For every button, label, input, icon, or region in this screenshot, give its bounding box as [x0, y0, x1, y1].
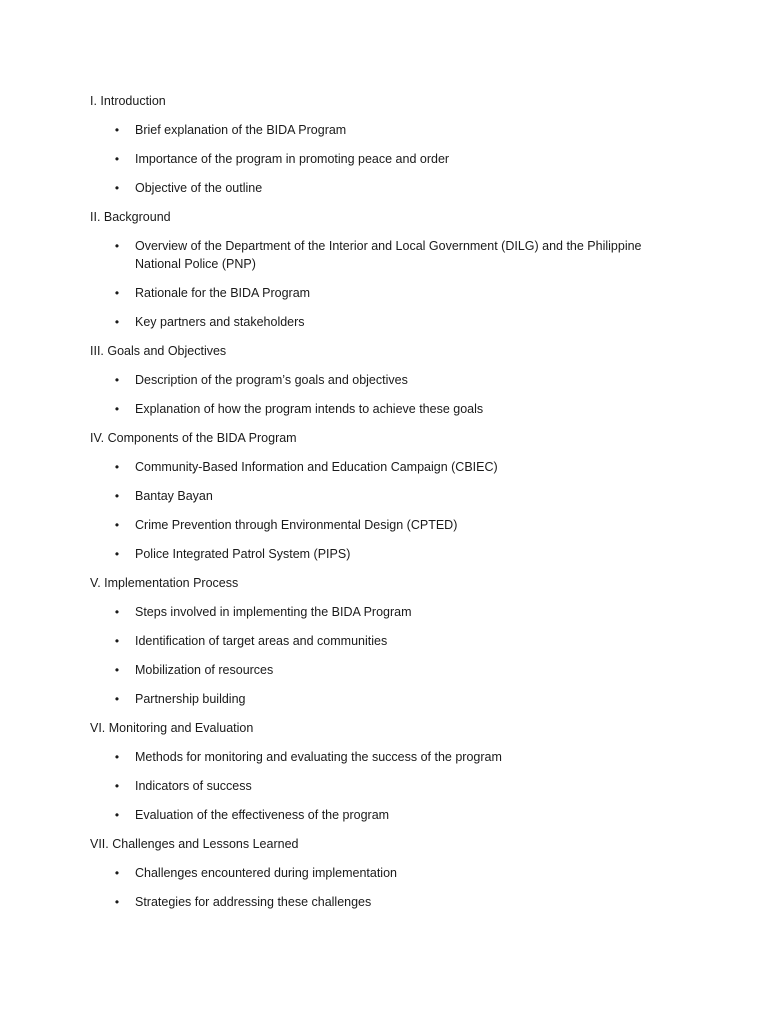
list-item-text: Rationale for the BIDA Program [135, 286, 311, 300]
list-item-text: Indicators of success [135, 779, 252, 793]
list-item [90, 150, 680, 168]
list-item [90, 121, 680, 139]
list-item [90, 516, 680, 534]
bullet-icon: • [114, 518, 120, 532]
bullet-icon: • [114, 181, 120, 195]
bullet-icon: • [114, 315, 120, 329]
list-item-text: Bantay Bayan [135, 489, 213, 503]
section-heading: IV. Components of the BIDA Program [90, 431, 297, 445]
bullet-icon: • [114, 123, 120, 137]
section-monitoring-and-evaluation [90, 719, 680, 824]
bullet-icon: • [114, 692, 120, 706]
bullet-list [90, 864, 680, 911]
list-item-text: Description of the program’s goals and objectives [135, 373, 408, 387]
section-implementation-process [90, 574, 680, 708]
section-heading: III. Goals and Objectives [90, 344, 227, 358]
section-background [90, 208, 680, 331]
bullet-icon: • [114, 605, 120, 619]
section-heading: V. Implementation Process [90, 576, 239, 590]
list-item [90, 806, 680, 824]
list-item [90, 313, 680, 331]
list-item-text: Challenges encountered during implementation [135, 866, 397, 880]
section-heading: II. Background [90, 210, 171, 224]
bullet-icon: • [114, 866, 120, 880]
list-item-text: Identification of target areas and communities [135, 634, 388, 648]
list-item [90, 777, 680, 795]
list-item-text: Brief explanation of the BIDA Program [135, 123, 347, 137]
bullet-icon: • [114, 895, 120, 909]
bullet-icon: • [114, 402, 120, 416]
list-item [90, 661, 680, 679]
bullet-icon: • [114, 373, 120, 387]
list-item [90, 487, 680, 505]
bullet-icon: • [114, 663, 120, 677]
bullet-icon: • [114, 634, 120, 648]
list-item [90, 237, 680, 273]
bullet-icon: • [114, 547, 120, 561]
list-item-text: Steps involved in implementing the BIDA Program [135, 605, 412, 619]
list-item [90, 893, 680, 911]
list-item [90, 284, 680, 302]
section-goals-and-objectives [90, 342, 680, 418]
list-item-text: Community-Based Information and Education Campaign (CBIEC) [135, 460, 498, 474]
list-item-text: Importance of the program in promoting peace and order [135, 152, 450, 166]
list-item-text: Objective of the outline [135, 181, 263, 195]
list-item [90, 179, 680, 197]
list-item-text: Methods for monitoring and evaluating the success of the program [135, 750, 502, 764]
list-item [90, 632, 680, 650]
list-item-text: Partnership building [135, 692, 246, 706]
list-item-text: Police Integrated Patrol System (PIPS) [135, 547, 351, 561]
section-heading: VII. Challenges and Lessons Learned [90, 837, 299, 851]
bullet-icon: • [114, 286, 120, 300]
bullet-icon: • [114, 808, 120, 822]
bullet-icon: • [114, 239, 120, 253]
bullet-list [90, 458, 680, 563]
list-item [90, 545, 680, 563]
list-item-text: Mobilization of resources [135, 663, 274, 677]
section-introduction [90, 92, 680, 197]
list-item-text: Key partners and stakeholders [135, 315, 305, 329]
list-item-text: Strategies for addressing these challenges [135, 895, 372, 909]
list-item [90, 400, 680, 418]
bullet-icon: • [114, 460, 120, 474]
list-item-text: Crime Prevention through Environmental Design (CPTED) [135, 518, 458, 532]
list-item [90, 748, 680, 766]
bullet-list [90, 237, 680, 331]
list-item [90, 864, 680, 882]
bullet-list [90, 748, 680, 824]
bullet-icon: • [114, 779, 120, 793]
list-item-text: Overview of the Department of the Interior and Local Government (DILG) and the Philippine National Police (PNP) [135, 239, 642, 271]
list-item [90, 458, 680, 476]
bullet-icon: • [114, 152, 120, 166]
bullet-list [90, 121, 680, 197]
outline [90, 92, 680, 922]
list-item [90, 690, 680, 708]
section-challenges-and-lessons [90, 835, 680, 911]
list-item-text: Evaluation of the effectiveness of the program [135, 808, 390, 822]
list-item [90, 603, 680, 621]
bullet-icon: • [114, 750, 120, 764]
section-heading: I. Introduction [90, 94, 166, 108]
list-item [90, 371, 680, 389]
bullet-list [90, 371, 680, 418]
section-heading: VI. Monitoring and Evaluation [90, 721, 254, 735]
list-item-text: Explanation of how the program intends to achieve these goals [135, 402, 484, 416]
bullet-icon: • [114, 489, 120, 503]
section-components [90, 429, 680, 563]
bullet-list [90, 603, 680, 708]
